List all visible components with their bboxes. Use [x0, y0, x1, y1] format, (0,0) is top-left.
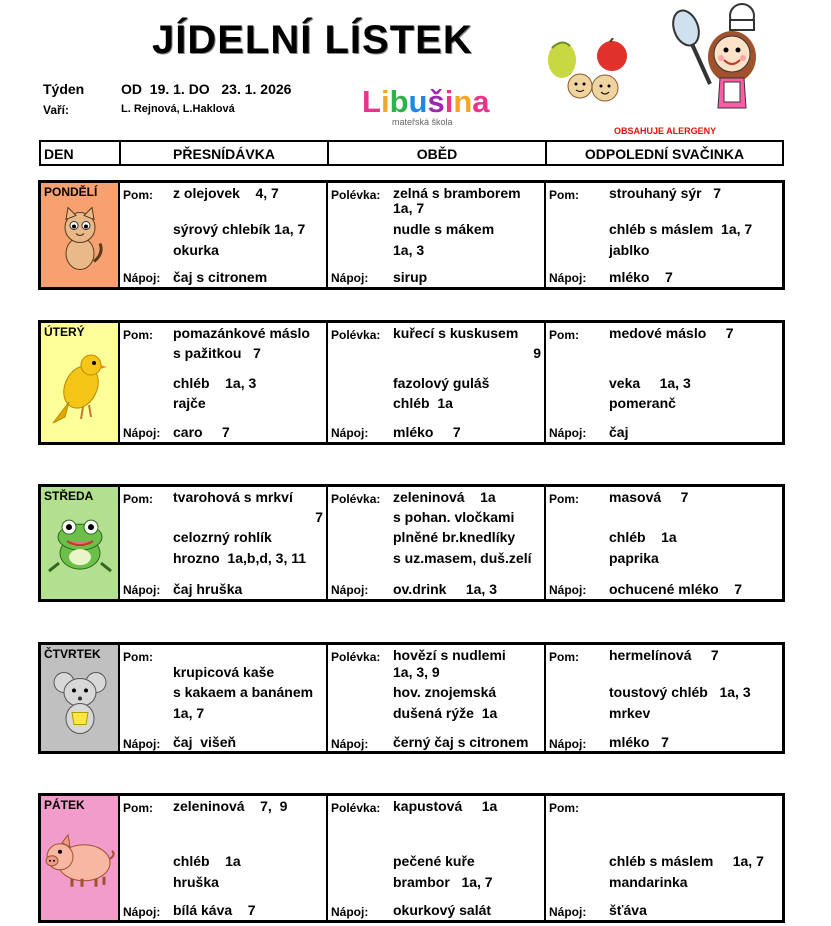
presnidavka-cell [120, 487, 328, 599]
day-name: ÚTERÝ [44, 325, 85, 339]
header-presnidavka: PŘESNÍDÁVKA [121, 142, 329, 164]
logo-letter: n [453, 84, 473, 119]
pom-label: Pom: [123, 188, 153, 202]
drink-item: čaj hruška [173, 581, 243, 597]
logo-subtitle: mateřská škola [392, 117, 453, 127]
menu-item: chléb s máslem 1a, 7 [609, 853, 764, 869]
menu-item: chléb 1a [173, 853, 241, 869]
drink-item: mléko 7 [609, 269, 673, 285]
drink-item: čaj višeň [173, 734, 237, 750]
day-name-cell [41, 183, 120, 287]
menu-item: nudle s mákem [393, 221, 495, 237]
napoj-label: Nápoj: [123, 426, 161, 440]
day-name-cell [41, 487, 120, 599]
day-name-cell [41, 796, 120, 920]
menu-item: chléb s máslem 1a, 7 [609, 221, 753, 237]
odpoledni-cell [546, 645, 782, 751]
allergen-note: OBSAHUJE ALERGENY [614, 126, 717, 136]
pom-label: Pom: [123, 328, 153, 342]
napoj-label: Nápoj: [549, 905, 587, 919]
presnidavka-cell [120, 796, 328, 920]
menu-item: pomeranč [609, 395, 676, 411]
menu-item: s kakaem a banánem [173, 684, 314, 700]
obed-cell [328, 323, 546, 442]
drink-item: čaj s citronem [173, 269, 268, 285]
napoj-label: Nápoj: [331, 737, 369, 751]
drink-item: ov.drink 1a, 3 [393, 581, 498, 597]
presnidavka-cell [120, 323, 328, 442]
day-row-ctvrtek [38, 642, 785, 754]
menu-item: 1a, 3 [393, 242, 425, 258]
day-name-cell [41, 645, 120, 751]
menu-item: zeleninová 7, 9 [173, 798, 288, 814]
page-title: JÍDELNÍ LÍSTEK [152, 18, 473, 62]
day-name: PÁTEK [44, 798, 85, 812]
menu-item: kapustová 1a [393, 798, 498, 814]
menu-item: krupicová kaše [173, 664, 275, 680]
menu-item: chléb 1a [609, 529, 677, 545]
menu-item: s uz.masem, duš.zelí [393, 550, 532, 566]
libusina-logo [362, 84, 490, 120]
pom-label: Pom: [549, 328, 579, 342]
logo-letter: b [389, 84, 409, 119]
menu-item: z olejovek 4, 7 [173, 185, 279, 201]
odpoledni-cell [546, 323, 782, 442]
menu-item: masová 7 [609, 489, 689, 505]
menu-item: medové máslo 7 [609, 325, 734, 341]
menu-item: jablko [609, 242, 650, 258]
obed-cell [328, 183, 546, 287]
presnidavka-cell [120, 645, 328, 751]
menu-item: 7 [315, 509, 323, 525]
menu-item: dušená rýže 1a [393, 705, 498, 721]
week-label: Týden [43, 81, 85, 97]
drink-item: sirup [393, 269, 428, 285]
pom-label: Pom: [123, 801, 153, 815]
menu-item: chléb 1a [393, 395, 453, 411]
day-name-cell [41, 323, 120, 442]
napoj-label: Nápoj: [123, 905, 161, 919]
header-den: DEN [41, 142, 121, 164]
logo-letter: a [472, 84, 490, 119]
menu-item: s pohan. vločkami [393, 509, 515, 525]
pom-label: Pom: [549, 801, 579, 815]
logo-letter: i [444, 84, 454, 119]
day-name: ČTVRTEK [44, 647, 101, 661]
obed-cell [328, 645, 546, 751]
day-name: PONDĚLÍ [44, 185, 98, 199]
logo-letter: š [427, 84, 445, 119]
obed-cell [328, 487, 546, 599]
polevka-label: Polévka: [331, 492, 381, 506]
drink-item: ochucené mléko 7 [609, 581, 743, 597]
pom-label: Pom: [549, 188, 579, 202]
menu-item: hovězí s nudlemi [393, 647, 506, 663]
obed-cell [328, 796, 546, 920]
napoj-label: Nápoj: [331, 583, 369, 597]
logo-letter: i [380, 84, 390, 119]
polevka-label: Polévka: [331, 650, 381, 664]
polevka-label: Polévka: [331, 801, 381, 815]
day-row-pondeli [38, 180, 785, 290]
napoj-label: Nápoj: [331, 426, 369, 440]
menu-item: fazolový guláš [393, 375, 490, 391]
fruit-kids-illustration [540, 38, 640, 108]
menu-item: plněné br.knedlíky [393, 529, 516, 545]
cooks-label: Vaří: [43, 103, 70, 117]
header-odpoledni-svacinka: ODPOLEDNÍ SVAČINKA [584, 146, 745, 162]
menu-item: okurka [173, 242, 219, 258]
menu-item: pomazánkové máslo [173, 325, 310, 341]
menu-item: kuřecí s kuskusem [393, 325, 519, 341]
cooks-value: L. Rejnová, L.Haklová [121, 103, 235, 115]
drink-item: mléko 7 [393, 424, 461, 440]
menu-item: mrkev [609, 705, 651, 721]
polevka-label: Polévka: [331, 188, 381, 202]
table-header [39, 140, 784, 166]
day-row-utery [38, 320, 785, 445]
day-name: STŘEDA [44, 489, 94, 503]
menu-item: strouhaný sýr 7 [609, 185, 722, 201]
menu-item: brambor 1a, 7 [393, 874, 493, 890]
napoj-label: Nápoj: [123, 737, 161, 751]
menu-item: mandarinka [609, 874, 688, 890]
menu-item: pečené kuře [393, 853, 475, 869]
drink-item: bílá káva 7 [173, 902, 256, 918]
napoj-label: Nápoj: [549, 737, 587, 751]
drink-item: mléko 7 [609, 734, 669, 750]
mouse-icon [52, 667, 108, 737]
napoj-label: Nápoj: [549, 583, 587, 597]
pom-label: Pom: [123, 492, 153, 506]
presnidavka-cell [120, 183, 328, 287]
drink-item: čaj [609, 424, 629, 440]
menu-item: veka 1a, 3 [609, 375, 691, 391]
frog-icon [47, 515, 113, 577]
menu-item: rajče [173, 395, 206, 411]
menu-item: celozrný rohlík [173, 529, 272, 545]
menu-item: zelná s bramborem [393, 185, 521, 201]
menu-item: chléb 1a, 3 [173, 375, 257, 391]
pom-label: Pom: [123, 650, 153, 664]
napoj-label: Nápoj: [549, 426, 587, 440]
menu-item: tvarohová s mrkví [173, 489, 293, 505]
chef-girl-illustration [666, 2, 774, 112]
menu-item: sýrový chlebík 1a, 7 [173, 221, 306, 237]
drink-item: šťáva [609, 902, 647, 918]
napoj-label: Nápoj: [549, 271, 587, 285]
cat-icon [54, 204, 106, 274]
menu-item: 9 [533, 345, 541, 361]
menu-item: hov. znojemská [393, 684, 497, 700]
day-row-streda [38, 484, 785, 602]
menu-item: hermelínová 7 [609, 647, 719, 663]
logo-letter: u [408, 84, 428, 119]
logo-letter: L [362, 84, 381, 119]
odpoledni-cell [546, 183, 782, 287]
day-row-patek [38, 793, 785, 923]
menu-item: hrozno 1a,b,d, 3, 11 [173, 550, 307, 566]
menu-item: 1a, 3, 9 [393, 664, 440, 680]
menu-item: s pažitkou 7 [173, 345, 261, 361]
napoj-label: Nápoj: [331, 271, 369, 285]
menu-item: hruška [173, 874, 219, 890]
pom-label: Pom: [549, 492, 579, 506]
menu-item: toustový chléb 1a, 3 [609, 684, 751, 700]
pom-label: Pom: [549, 650, 579, 664]
pig-icon [44, 833, 116, 889]
menu-item: paprika [609, 550, 659, 566]
menu-item: 1a, 7 [393, 200, 425, 216]
week-value: OD 19. 1. DO 23. 1. 2026 [121, 81, 292, 97]
odpoledni-cell [546, 796, 782, 920]
canary-icon [47, 347, 113, 427]
drink-item: caro 7 [173, 424, 230, 440]
menu-item: zeleninová 1a [393, 489, 496, 505]
napoj-label: Nápoj: [123, 271, 161, 285]
napoj-label: Nápoj: [123, 583, 161, 597]
menu-item: 1a, 7 [173, 705, 205, 721]
odpoledni-cell [546, 487, 782, 599]
drink-item: černý čaj s citronem [393, 734, 529, 750]
polevka-label: Polévka: [331, 328, 381, 342]
drink-item: okurkový salát [393, 902, 492, 918]
napoj-label: Nápoj: [331, 905, 369, 919]
header-obed: OBĚD [329, 142, 547, 164]
